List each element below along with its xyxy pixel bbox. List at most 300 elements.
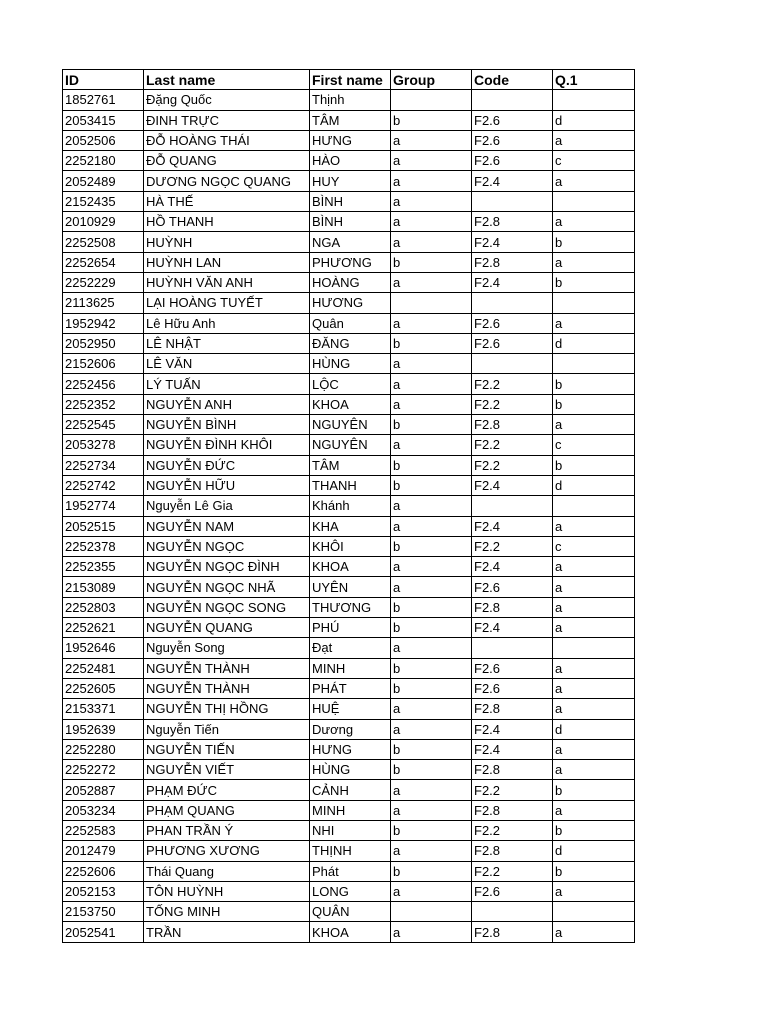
cell-first-name: Khánh [310,496,391,516]
cell-id: 2252280 [63,739,144,759]
cell-q1: a [553,557,635,577]
table-row [63,90,635,110]
table-row [63,922,635,942]
cell-code: F2.2 [472,435,553,455]
cell-id: 2052541 [63,922,144,942]
cell-last-name: LÊ VĂN [144,354,310,374]
table-row [63,861,635,881]
header-id: ID [63,70,144,90]
cell-last-name: Đặng Quốc [144,90,310,110]
cell-code: F2.8 [472,212,553,232]
cell-id: 2053278 [63,435,144,455]
cell-last-name: ĐỖ QUANG [144,151,310,171]
cell-id: 2052950 [63,333,144,353]
cell-first-name: Phát [310,861,391,881]
cell-code: F2.8 [472,252,553,272]
cell-code: F2.6 [472,151,553,171]
cell-q1: b [553,820,635,840]
cell-code: F2.4 [472,475,553,495]
table-row [63,881,635,901]
cell-id: 2252803 [63,597,144,617]
cell-first-name: MINH [310,658,391,678]
cell-q1: a [553,130,635,150]
cell-last-name: TRẦN [144,922,310,942]
cell-id: 1952646 [63,638,144,658]
table-body [63,90,635,942]
cell-q1: a [553,760,635,780]
table-row [63,252,635,272]
table-row [63,232,635,252]
cell-first-name: LỘC [310,374,391,394]
cell-q1: a [553,516,635,536]
cell-id: 2053415 [63,110,144,130]
header-code: Code [472,70,553,90]
cell-id: 1852761 [63,90,144,110]
cell-group: a [391,435,472,455]
cell-first-name: HƯNG [310,130,391,150]
cell-code: F2.4 [472,618,553,638]
table-row [63,272,635,292]
cell-group: a [391,557,472,577]
table-row [63,719,635,739]
cell-last-name: NGUYỄN ANH [144,394,310,414]
cell-id: 1952639 [63,719,144,739]
cell-id: 2252355 [63,557,144,577]
cell-code: F2.2 [472,861,553,881]
cell-last-name: LÊ NHẬT [144,333,310,353]
cell-first-name: UYÊN [310,577,391,597]
table-row [63,333,635,353]
cell-group: b [391,658,472,678]
table-row [63,394,635,414]
cell-first-name: TÂM [310,455,391,475]
cell-id: 2252742 [63,475,144,495]
cell-code: F2.6 [472,130,553,150]
cell-id: 2053234 [63,800,144,820]
header-group: Group [391,70,472,90]
cell-id: 2252545 [63,415,144,435]
cell-last-name: NGUYỄN NAM [144,516,310,536]
cell-last-name: Nguyễn Lê Gia [144,496,310,516]
cell-id: 2252352 [63,394,144,414]
cell-group: b [391,415,472,435]
table-row [63,516,635,536]
cell-id: 2010929 [63,212,144,232]
cell-id: 2252378 [63,536,144,556]
cell-group: a [391,496,472,516]
cell-first-name: Đạt [310,638,391,658]
cell-code: F2.6 [472,577,553,597]
cell-last-name: HÀ THẾ [144,191,310,211]
cell-group: a [391,881,472,901]
table-row [63,171,635,191]
cell-first-name: HOÀNG [310,272,391,292]
table-row [63,496,635,516]
cell-code: F2.8 [472,760,553,780]
cell-last-name: ĐINH TRỰC [144,110,310,130]
cell-first-name: KHÔI [310,536,391,556]
cell-first-name: PHÁT [310,678,391,698]
table-row [63,902,635,922]
cell-group: b [391,252,472,272]
cell-id: 2052506 [63,130,144,150]
cell-first-name: MINH [310,800,391,820]
cell-code: F2.2 [472,820,553,840]
cell-id: 2012479 [63,841,144,861]
cell-code [472,354,553,374]
cell-first-name: HUỆ [310,699,391,719]
cell-id: 2252605 [63,678,144,698]
cell-first-name: Thịnh [310,90,391,110]
table-row [63,191,635,211]
cell-id: 1952942 [63,313,144,333]
cell-last-name: LẠI HOÀNG TUYẾT [144,293,310,313]
table-row [63,739,635,759]
cell-group: b [391,475,472,495]
table-row [63,212,635,232]
cell-id: 2252654 [63,252,144,272]
cell-id: 2252734 [63,455,144,475]
cell-q1 [553,354,635,374]
cell-code [472,638,553,658]
cell-id: 2153750 [63,902,144,922]
cell-id: 2153089 [63,577,144,597]
header-last-name: Last name [144,70,310,90]
cell-q1: d [553,333,635,353]
cell-last-name: NGUYỄN THỊ HỒNG [144,699,310,719]
cell-id: 2153371 [63,699,144,719]
table-row [63,618,635,638]
cell-last-name: NGUYỄN NGỌC SONG [144,597,310,617]
table-row [63,354,635,374]
cell-id: 2252621 [63,618,144,638]
cell-q1: b [553,861,635,881]
cell-first-name: CẢNH [310,780,391,800]
cell-first-name: KHOA [310,922,391,942]
cell-code [472,191,553,211]
cell-group: b [391,455,472,475]
cell-id: 2252456 [63,374,144,394]
cell-q1: b [553,455,635,475]
cell-q1: a [553,739,635,759]
cell-group: a [391,699,472,719]
cell-group: a [391,191,472,211]
cell-q1: a [553,922,635,942]
cell-group: b [391,333,472,353]
cell-first-name: THỊNH [310,841,391,861]
table-row [63,151,635,171]
cell-code: F2.4 [472,557,553,577]
table-row [63,699,635,719]
cell-last-name: HUỲNH [144,232,310,252]
cell-q1: c [553,435,635,455]
cell-last-name: NGUYỄN HỮU [144,475,310,495]
cell-first-name: NGA [310,232,391,252]
cell-first-name: THANH [310,475,391,495]
table-row [63,577,635,597]
cell-id: 2152606 [63,354,144,374]
cell-q1 [553,902,635,922]
cell-code: F2.6 [472,881,553,901]
cell-q1: a [553,618,635,638]
cell-last-name: NGUYỄN ĐỨC [144,455,310,475]
cell-group: a [391,719,472,739]
cell-q1 [553,638,635,658]
cell-first-name: KHA [310,516,391,536]
cell-last-name: NGUYỄN QUANG [144,618,310,638]
cell-first-name: TÂM [310,110,391,130]
cell-code: F2.6 [472,678,553,698]
cell-first-name: PHÚ [310,618,391,638]
cell-last-name: NGUYỄN THÀNH [144,658,310,678]
cell-last-name: NGUYỄN BÌNH [144,415,310,435]
cell-q1: a [553,678,635,698]
table-row [63,557,635,577]
cell-first-name: KHOA [310,394,391,414]
cell-first-name: QUÂN [310,902,391,922]
table-row [63,638,635,658]
cell-first-name: HUY [310,171,391,191]
cell-group: a [391,638,472,658]
cell-q1: a [553,313,635,333]
cell-code: F2.6 [472,658,553,678]
header-row [63,70,635,90]
cell-code: F2.8 [472,922,553,942]
cell-last-name: NGUYỄN VIẾT [144,760,310,780]
cell-q1: b [553,780,635,800]
cell-q1: a [553,415,635,435]
cell-code: F2.8 [472,841,553,861]
cell-last-name: PHẠM ĐỨC [144,780,310,800]
cell-id: 2252606 [63,861,144,881]
table-row [63,455,635,475]
table-row [63,374,635,394]
cell-id: 2052489 [63,171,144,191]
cell-group: a [391,272,472,292]
cell-first-name: KHOA [310,557,391,577]
cell-id: 2252481 [63,658,144,678]
cell-last-name: Thái Quang [144,861,310,881]
cell-first-name: NGUYÊN [310,415,391,435]
cell-group: a [391,780,472,800]
cell-q1: d [553,475,635,495]
cell-first-name: Quân [310,313,391,333]
cell-first-name: Dương [310,719,391,739]
cell-group: b [391,739,472,759]
cell-id: 1952774 [63,496,144,516]
cell-q1: d [553,719,635,739]
cell-last-name: DƯƠNG NGỌC QUANG [144,171,310,191]
table-row [63,293,635,313]
cell-first-name: NHI [310,820,391,840]
table-row [63,435,635,455]
cell-q1: a [553,881,635,901]
cell-group: a [391,394,472,414]
cell-code: F2.2 [472,394,553,414]
table-row [63,820,635,840]
cell-last-name: Nguyễn Song [144,638,310,658]
cell-first-name: HƯƠNG [310,293,391,313]
cell-id: 2252508 [63,232,144,252]
cell-first-name: HƯNG [310,739,391,759]
cell-group: a [391,130,472,150]
cell-group: a [391,516,472,536]
cell-first-name: BÌNH [310,191,391,211]
table-row [63,130,635,150]
cell-code: F2.2 [472,536,553,556]
cell-group: b [391,597,472,617]
cell-q1: a [553,658,635,678]
cell-group: b [391,618,472,638]
cell-q1: a [553,171,635,191]
cell-q1: a [553,252,635,272]
cell-q1: a [553,800,635,820]
cell-first-name: NGUYÊN [310,435,391,455]
table-row [63,475,635,495]
cell-first-name: THƯƠNG [310,597,391,617]
cell-group: b [391,110,472,130]
cell-code [472,902,553,922]
cell-q1: c [553,151,635,171]
cell-id: 2052515 [63,516,144,536]
cell-last-name: HUỲNH LAN [144,252,310,272]
cell-code: F2.4 [472,171,553,191]
cell-code: F2.4 [472,739,553,759]
cell-last-name: TÔN HUỲNH [144,881,310,901]
cell-group: a [391,313,472,333]
cell-id: 2252583 [63,820,144,840]
cell-code: F2.8 [472,800,553,820]
cell-q1 [553,90,635,110]
cell-group: a [391,374,472,394]
cell-group: a [391,212,472,232]
cell-first-name: LONG [310,881,391,901]
cell-last-name: NGUYỄN NGỌC [144,536,310,556]
cell-q1: b [553,394,635,414]
cell-last-name: TỐNG MINH [144,902,310,922]
cell-group: a [391,232,472,252]
cell-q1: b [553,272,635,292]
cell-group: b [391,820,472,840]
cell-q1: a [553,577,635,597]
cell-group: a [391,171,472,191]
cell-group [391,293,472,313]
cell-last-name: PHƯƠNG XƯƠNG [144,841,310,861]
cell-id: 2052887 [63,780,144,800]
cell-group [391,90,472,110]
cell-code: F2.8 [472,415,553,435]
cell-code [472,293,553,313]
cell-id: 2252180 [63,151,144,171]
cell-code: F2.8 [472,597,553,617]
cell-q1: d [553,110,635,130]
cell-group: a [391,151,472,171]
cell-code: F2.6 [472,110,553,130]
cell-code: F2.6 [472,333,553,353]
table-row [63,536,635,556]
cell-code: F2.4 [472,272,553,292]
cell-q1: a [553,597,635,617]
cell-last-name: HỒ THANH [144,212,310,232]
cell-code: F2.2 [472,374,553,394]
cell-group: b [391,861,472,881]
header-q1: Q.1 [553,70,635,90]
cell-last-name: ĐỖ HOÀNG THÁI [144,130,310,150]
header-first-name: First name [310,70,391,90]
cell-code: F2.8 [472,699,553,719]
cell-first-name: PHƯƠNG [310,252,391,272]
cell-code [472,496,553,516]
cell-code: F2.4 [472,516,553,536]
cell-group [391,902,472,922]
cell-id: 2052153 [63,881,144,901]
cell-id: 2152435 [63,191,144,211]
cell-first-name: HÙNG [310,354,391,374]
cell-last-name: PHẠM QUANG [144,800,310,820]
cell-first-name: HÀO [310,151,391,171]
cell-code [472,90,553,110]
cell-q1: d [553,841,635,861]
cell-last-name: NGUYỄN NGỌC ĐÌNH [144,557,310,577]
cell-first-name: ĐĂNG [310,333,391,353]
cell-last-name: LÝ TUẤN [144,374,310,394]
cell-code: F2.2 [472,780,553,800]
cell-id: 2252229 [63,272,144,292]
table-row [63,110,635,130]
cell-q1 [553,496,635,516]
cell-id: 2113625 [63,293,144,313]
cell-q1: b [553,232,635,252]
cell-last-name: PHAN TRẦN Ý [144,820,310,840]
cell-q1: a [553,212,635,232]
cell-group: b [391,760,472,780]
cell-id: 2252272 [63,760,144,780]
table-row [63,597,635,617]
cell-last-name: NGUYỄN THÀNH [144,678,310,698]
student-table [62,69,635,943]
cell-last-name: NGUYỄN ĐÌNH KHÔI [144,435,310,455]
cell-code: F2.4 [472,232,553,252]
cell-group: a [391,841,472,861]
cell-group: b [391,536,472,556]
cell-last-name: NGUYỄN TIẾN [144,739,310,759]
cell-q1 [553,191,635,211]
table-row [63,760,635,780]
cell-q1: c [553,536,635,556]
table-row [63,658,635,678]
cell-group: a [391,800,472,820]
cell-code: F2.4 [472,719,553,739]
cell-group: a [391,577,472,597]
table-row [63,800,635,820]
cell-q1: a [553,699,635,719]
cell-group: b [391,678,472,698]
cell-code: F2.2 [472,455,553,475]
cell-last-name: Nguyễn Tiến [144,719,310,739]
cell-group: a [391,354,472,374]
cell-code: F2.6 [472,313,553,333]
table-row [63,841,635,861]
cell-q1 [553,293,635,313]
cell-last-name: NGUYỄN NGỌC NHÃ [144,577,310,597]
table-row [63,415,635,435]
cell-last-name: HUỲNH VĂN ANH [144,272,310,292]
cell-first-name: BÌNH [310,212,391,232]
cell-last-name: Lê Hữu Anh [144,313,310,333]
cell-group: a [391,922,472,942]
table-row [63,780,635,800]
cell-q1: b [553,374,635,394]
